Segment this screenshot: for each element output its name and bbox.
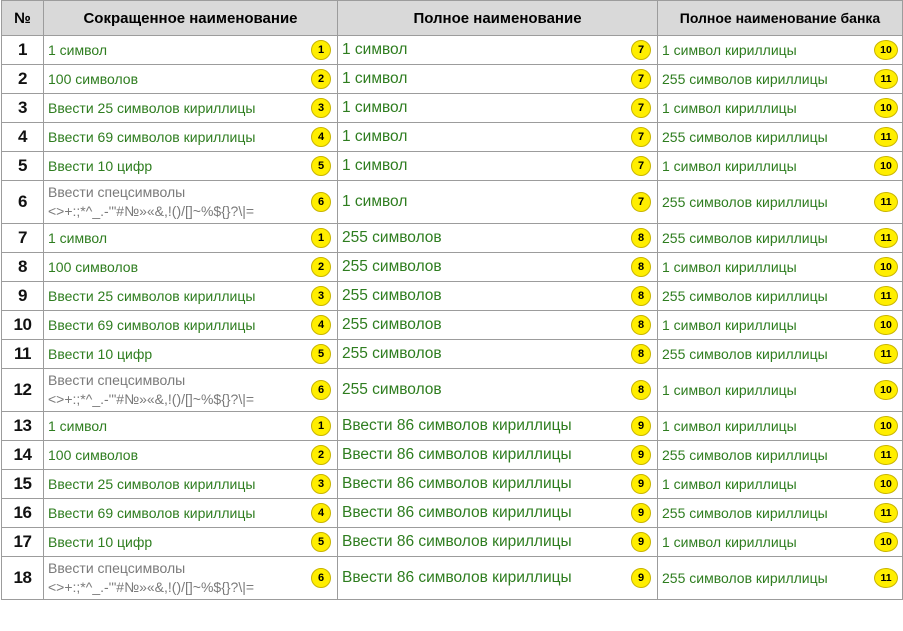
short-name-cell: [44, 441, 338, 470]
short-name-cell-content: [44, 65, 337, 93]
full-name-cell-content: [338, 369, 657, 411]
table-row: [2, 282, 903, 311]
short-name-cell: [44, 340, 338, 369]
full-name-badge: 8: [631, 380, 651, 400]
bank-name-cell-content: [658, 224, 902, 252]
full-name-cell: [338, 152, 658, 181]
full-name-cell: [338, 224, 658, 253]
full-name-badge: 7: [631, 156, 651, 176]
bank-name-text: 1 символ кириллицы: [662, 100, 797, 116]
full-name-text: 255 символов: [342, 258, 442, 275]
row-number: 1: [2, 36, 44, 65]
full-name-cell: [338, 369, 658, 412]
bank-name-cell-content: [658, 181, 902, 223]
header-num: №: [2, 1, 44, 36]
short-name-badge: 6: [311, 192, 331, 212]
bank-name-cell-content: [658, 499, 902, 527]
bank-name-cell: [658, 528, 903, 557]
bank-name-badge: 11: [874, 445, 898, 465]
full-name-badge: 7: [631, 127, 651, 147]
full-name-badge: 9: [631, 474, 651, 494]
full-name-cell-content: [338, 340, 657, 368]
short-name-cell-content: [44, 311, 337, 339]
full-name-cell-content: [338, 282, 657, 310]
short-name-text: 100 символов: [48, 259, 139, 275]
full-name-badge: 9: [631, 416, 651, 436]
full-name-text: 1 символ: [342, 193, 408, 210]
bank-name-text: 255 символов кириллицы: [662, 505, 828, 521]
full-name-text: Ввести 86 символов кириллицы: [342, 446, 572, 463]
short-name-cell-content: [44, 94, 337, 122]
bank-name-cell: [658, 340, 903, 369]
full-name-cell: [338, 65, 658, 94]
bank-name-text: 1 символ кириллицы: [662, 317, 797, 333]
full-name-cell: [338, 94, 658, 123]
short-name-badge: 4: [311, 503, 331, 523]
short-name-cell: [44, 528, 338, 557]
short-name-badge: 3: [311, 474, 331, 494]
short-name-cell-content: [44, 253, 337, 281]
bank-name-text: 1 символ кириллицы: [662, 534, 797, 550]
full-name-text: 1 символ: [342, 70, 408, 87]
bank-name-badge: 11: [874, 568, 898, 588]
full-name-badge: 7: [631, 69, 651, 89]
bank-name-cell: [658, 152, 903, 181]
table-row: [2, 340, 903, 369]
table-row: [2, 65, 903, 94]
short-name-badge: 1: [311, 40, 331, 60]
full-name-cell-content: [338, 36, 657, 64]
table-body: [2, 36, 903, 600]
bank-name-cell-content: [658, 340, 902, 368]
short-name-text: 1 символ: [48, 418, 108, 434]
bank-name-text: 255 символов кириллицы: [662, 194, 828, 210]
bank-name-badge: 10: [874, 474, 898, 494]
bank-name-text: 255 символов кириллицы: [662, 447, 828, 463]
row-number: 16: [2, 499, 44, 528]
row-number: 6: [2, 181, 44, 224]
full-name-badge: 8: [631, 315, 651, 335]
table-row: [2, 441, 903, 470]
short-name-cell-content: [44, 152, 337, 180]
bank-name-cell-content: [658, 557, 902, 599]
bank-name-cell: [658, 311, 903, 340]
table-row: [2, 253, 903, 282]
bank-name-cell: [658, 94, 903, 123]
short-name-cell-content: [44, 470, 337, 498]
bank-name-text: 1 символ кириллицы: [662, 259, 797, 275]
full-name-cell: [338, 528, 658, 557]
bank-name-cell: [658, 65, 903, 94]
short-name-text: 100 символов: [48, 71, 139, 87]
bank-name-badge: 11: [874, 192, 898, 212]
table-row: [2, 528, 903, 557]
short-name-cell-content: [44, 123, 337, 151]
short-name-cell-content: [44, 181, 337, 223]
table-row: [2, 181, 903, 224]
short-name-cell-content: [44, 224, 337, 252]
short-name-text: Ввести 10 цифр: [48, 346, 153, 362]
row-number: 10: [2, 311, 44, 340]
full-name-text: 255 символов: [342, 229, 442, 246]
row-number: 17: [2, 528, 44, 557]
short-name-cell-content: [44, 528, 337, 556]
full-name-cell: [338, 282, 658, 311]
full-name-cell-content: [338, 470, 657, 498]
header-full-name: Полное наименование: [338, 1, 658, 36]
short-name-text: 1 символ: [48, 230, 108, 246]
full-name-cell: [338, 123, 658, 152]
table-row: [2, 412, 903, 441]
row-number: 13: [2, 412, 44, 441]
row-number: 3: [2, 94, 44, 123]
bank-name-cell-content: [658, 65, 902, 93]
table-row: [2, 311, 903, 340]
short-name-text: Ввести 25 символов кириллицы: [48, 100, 256, 116]
full-name-badge: 8: [631, 257, 651, 277]
row-number: 14: [2, 441, 44, 470]
full-name-badge: 7: [631, 98, 651, 118]
short-name-cell: [44, 65, 338, 94]
bank-name-cell: [658, 36, 903, 65]
full-name-cell-content: [338, 123, 657, 151]
full-name-cell-content: [338, 224, 657, 252]
short-name-cell-content: [44, 412, 337, 440]
full-name-text: 255 символов: [342, 381, 442, 398]
short-name-text: [48, 371, 254, 409]
short-name-badge: 1: [311, 416, 331, 436]
bank-name-text: 1 символ кириллицы: [662, 476, 797, 492]
bank-name-badge: 10: [874, 156, 898, 176]
short-name-badge: 4: [311, 127, 331, 147]
full-name-cell-content: [338, 557, 657, 599]
row-number: 2: [2, 65, 44, 94]
short-name-cell-content: [44, 499, 337, 527]
table-row: [2, 36, 903, 65]
short-name-text: Ввести 69 символов кириллицы: [48, 505, 256, 521]
row-number: 5: [2, 152, 44, 181]
short-name-text-line1: Ввести спецсимволы: [48, 184, 186, 200]
full-name-cell-content: [338, 441, 657, 469]
row-number: 4: [2, 123, 44, 152]
table-row: [2, 224, 903, 253]
bank-name-badge: 11: [874, 286, 898, 306]
bank-name-text: 255 символов кириллицы: [662, 570, 828, 586]
full-name-cell-content: [338, 65, 657, 93]
short-name-cell: [44, 152, 338, 181]
full-name-text: Ввести 86 символов кириллицы: [342, 504, 572, 521]
short-name-text-line1: Ввести спецсимволы: [48, 372, 186, 388]
full-name-cell-content: [338, 499, 657, 527]
bank-name-cell-content: [658, 311, 902, 339]
full-name-text: Ввести 86 символов кириллицы: [342, 417, 572, 434]
short-name-text: Ввести 10 цифр: [48, 534, 153, 550]
row-number: 11: [2, 340, 44, 369]
short-name-cell: [44, 253, 338, 282]
header-bank-name: Полное наименование банка: [658, 1, 903, 36]
bank-name-badge: 10: [874, 532, 898, 552]
short-name-cell: [44, 94, 338, 123]
full-name-cell: [338, 557, 658, 600]
short-name-cell-content: [44, 557, 337, 599]
full-name-badge: 7: [631, 192, 651, 212]
short-name-text: Ввести 10 цифр: [48, 158, 153, 174]
full-name-cell-content: [338, 412, 657, 440]
short-name-text-line2: <>+:;*^_.-'"#№»«&,!()/[]~%${}?\|=: [48, 579, 255, 595]
full-name-badge: 8: [631, 286, 651, 306]
full-name-text: Ввести 86 символов кириллицы: [342, 569, 572, 586]
bank-name-badge: 11: [874, 127, 898, 147]
bank-name-text: 1 символ кириллицы: [662, 382, 797, 398]
bank-name-text: 1 символ кириллицы: [662, 42, 797, 58]
bank-name-cell-content: [658, 412, 902, 440]
bank-name-cell: [658, 224, 903, 253]
short-name-cell: [44, 36, 338, 65]
full-name-text: 255 символов: [342, 316, 442, 333]
bank-name-cell: [658, 282, 903, 311]
full-name-text: 255 символов: [342, 287, 442, 304]
bank-name-cell: [658, 123, 903, 152]
bank-name-cell-content: [658, 441, 902, 469]
bank-name-text: 1 символ кириллицы: [662, 418, 797, 434]
row-number: 12: [2, 369, 44, 412]
short-name-badge: 2: [311, 445, 331, 465]
table-row: [2, 152, 903, 181]
short-name-badge: 5: [311, 344, 331, 364]
bank-name-cell-content: [658, 152, 902, 180]
bank-name-cell: [658, 470, 903, 499]
short-name-text: 1 символ: [48, 42, 108, 58]
row-number: 9: [2, 282, 44, 311]
short-name-badge: 5: [311, 532, 331, 552]
bank-name-text: 255 символов кириллицы: [662, 346, 828, 362]
short-name-text: Ввести 25 символов кириллицы: [48, 288, 256, 304]
bank-name-cell-content: [658, 470, 902, 498]
bank-name-badge: 11: [874, 344, 898, 364]
full-name-text: 255 символов: [342, 345, 442, 362]
bank-name-cell-content: [658, 94, 902, 122]
short-name-cell: [44, 470, 338, 499]
short-name-badge: 4: [311, 315, 331, 335]
full-name-cell-content: [338, 181, 657, 223]
bank-name-cell: [658, 369, 903, 412]
full-name-cell: [338, 499, 658, 528]
short-name-text: 100 символов: [48, 447, 139, 463]
bank-name-cell: [658, 499, 903, 528]
short-name-cell: [44, 181, 338, 224]
row-number: 7: [2, 224, 44, 253]
short-name-badge: 1: [311, 228, 331, 248]
row-number: 8: [2, 253, 44, 282]
short-name-cell: [44, 282, 338, 311]
short-name-text: Ввести 25 символов кириллицы: [48, 476, 256, 492]
row-number: 18: [2, 557, 44, 600]
header-short-name: Сокращенное наименование: [44, 1, 338, 36]
bank-name-text: 1 символ кириллицы: [662, 158, 797, 174]
full-name-text: 1 символ: [342, 157, 408, 174]
short-name-badge: 6: [311, 568, 331, 588]
short-name-badge: 6: [311, 380, 331, 400]
bank-name-cell-content: [658, 123, 902, 151]
table-row: [2, 94, 903, 123]
table-row: [2, 470, 903, 499]
full-name-cell: [338, 441, 658, 470]
short-name-text: [48, 559, 254, 597]
full-name-badge: 8: [631, 344, 651, 364]
table-row: [2, 369, 903, 412]
full-name-cell: [338, 412, 658, 441]
short-name-text: Ввести 69 символов кириллицы: [48, 129, 256, 145]
bank-name-cell: [658, 253, 903, 282]
bank-name-badge: 10: [874, 257, 898, 277]
short-name-badge: 3: [311, 286, 331, 306]
short-name-cell-content: [44, 369, 337, 411]
short-name-cell-content: [44, 282, 337, 310]
full-name-cell: [338, 340, 658, 369]
bank-name-cell-content: [658, 369, 902, 411]
bank-name-cell: [658, 557, 903, 600]
bank-name-cell-content: [658, 282, 902, 310]
full-name-cell: [338, 36, 658, 65]
bank-name-badge: 10: [874, 40, 898, 60]
full-name-text: 1 символ: [342, 41, 408, 58]
short-name-cell: [44, 123, 338, 152]
full-name-cell-content: [338, 94, 657, 122]
bank-name-badge: 11: [874, 228, 898, 248]
full-name-cell: [338, 470, 658, 499]
bank-name-text: 255 символов кириллицы: [662, 230, 828, 246]
full-name-text: Ввести 86 символов кириллицы: [342, 475, 572, 492]
short-name-cell: [44, 499, 338, 528]
full-name-cell: [338, 181, 658, 224]
short-name-text: [48, 183, 254, 221]
bank-name-badge: 10: [874, 416, 898, 436]
short-name-cell-content: [44, 441, 337, 469]
bank-name-badge: 10: [874, 315, 898, 335]
short-name-cell-content: [44, 340, 337, 368]
short-name-cell-content: [44, 36, 337, 64]
short-name-cell: [44, 412, 338, 441]
short-name-badge: 2: [311, 257, 331, 277]
row-number: 15: [2, 470, 44, 499]
full-name-badge: 9: [631, 568, 651, 588]
bank-name-text: 255 символов кириллицы: [662, 129, 828, 145]
bank-name-cell-content: [658, 253, 902, 281]
full-name-badge: 9: [631, 532, 651, 552]
short-name-text-line1: Ввести спецсимволы: [48, 560, 186, 576]
table-row: [2, 123, 903, 152]
bank-name-badge: 11: [874, 503, 898, 523]
short-name-cell: [44, 557, 338, 600]
bank-name-text: 255 символов кириллицы: [662, 71, 828, 87]
header-row: [2, 1, 903, 36]
full-name-text: 1 символ: [342, 128, 408, 145]
full-name-cell: [338, 253, 658, 282]
short-name-text: Ввести 69 символов кириллицы: [48, 317, 256, 333]
table-row: [2, 499, 903, 528]
bank-name-text: 255 символов кириллицы: [662, 288, 828, 304]
full-name-badge: 8: [631, 228, 651, 248]
table-row: [2, 557, 903, 600]
short-name-text-line2: <>+:;*^_.-'"#№»«&,!()/[]~%${}?\|=: [48, 203, 255, 219]
bank-name-badge: 10: [874, 98, 898, 118]
full-name-cell-content: [338, 528, 657, 556]
full-name-badge: 9: [631, 503, 651, 523]
full-name-cell: [338, 311, 658, 340]
short-name-badge: 5: [311, 156, 331, 176]
bank-name-cell-content: [658, 528, 902, 556]
test-cases-table: [1, 0, 903, 600]
bank-name-cell: [658, 181, 903, 224]
bank-name-cell: [658, 441, 903, 470]
short-name-badge: 2: [311, 69, 331, 89]
full-name-text: Ввести 86 символов кириллицы: [342, 533, 572, 550]
full-name-cell-content: [338, 152, 657, 180]
full-name-cell-content: [338, 253, 657, 281]
short-name-text-line2: <>+:;*^_.-'"#№»«&,!()/[]~%${}?\|=: [48, 391, 255, 407]
short-name-cell: [44, 369, 338, 412]
short-name-badge: 3: [311, 98, 331, 118]
bank-name-badge: 11: [874, 69, 898, 89]
full-name-badge: 9: [631, 445, 651, 465]
full-name-text: 1 символ: [342, 99, 408, 116]
full-name-cell-content: [338, 311, 657, 339]
full-name-badge: 7: [631, 40, 651, 60]
short-name-cell: [44, 224, 338, 253]
bank-name-badge: 10: [874, 380, 898, 400]
bank-name-cell-content: [658, 36, 902, 64]
short-name-cell: [44, 311, 338, 340]
bank-name-cell: [658, 412, 903, 441]
